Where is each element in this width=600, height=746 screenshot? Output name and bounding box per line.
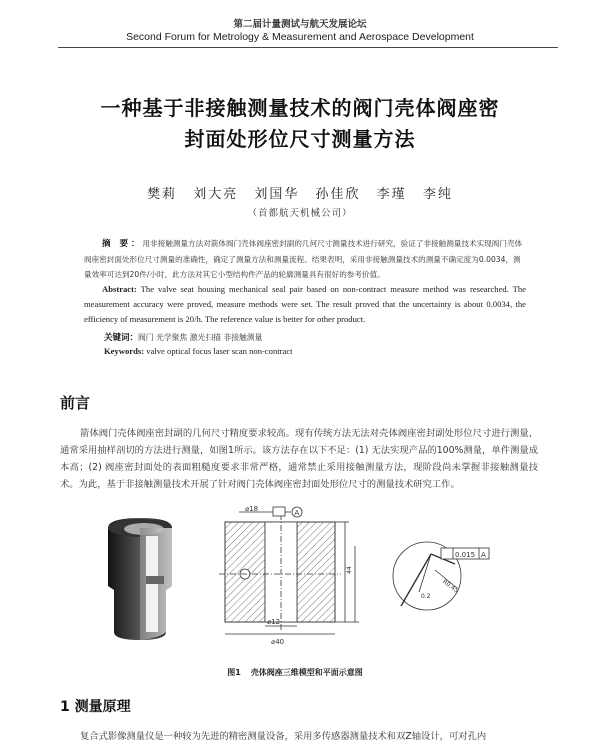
drawing-frame [219,512,359,634]
figure-caption-text: 壳体阀座三维模型和平面示意图 [250,668,363,677]
section-heading-intro: 前言 [60,394,91,412]
section-heading-1: 1 测量原理 [60,699,131,715]
keywords-cn [104,331,262,343]
figure-section-drawing [205,506,505,654]
right-wall-hatch [297,522,335,622]
section1-paragraph: 复合式影像测量仪是一种较为先进的精密测量设备，采用多传感器测量技术和双Z轴设计，可对孔内 [80,731,487,742]
dim-r-label: R0.45 [441,578,460,595]
authors: 樊莉 刘大亮 刘国华 孙佳欣 李瑾 李纯 [147,187,453,202]
figure-caption-number: 图1 [227,668,241,677]
model-seat-step [146,576,164,584]
abstract-en-label: Abstract: [102,284,137,294]
affiliation: （首都航天机械公司） [247,208,353,219]
keywords-en [104,346,293,356]
abstract-en [84,282,526,327]
abstract-cn-label: 摘 要： [102,239,143,249]
keywords-en-label: Keywords: [104,346,145,356]
dim-small-label: 0.2 [421,593,431,600]
dim-tol-datum: A [481,551,486,559]
abstract-cn-text: 用非接触测量方法对箭体阀门壳体阀座密封副的几何尺寸测量技术进行研究，验证了非接触测量技术实现阀门壳体阀座密封面处形位尺寸测量的准确性，确定了测量方法和测量流程。结果表明，采用非接触测量技术的测量不确定度为0.0034，测量效率可达到20件/小时，此方法对其它小型结构件产品的轮廓测量具有很好的参考价值。 [84,239,523,279]
figure-3d-model [100,514,190,644]
dim-height-label: 44 [346,566,353,574]
dim-top-label: ⌀18 [245,506,259,513]
datum-label: A [294,509,300,517]
intro-paragraph: 箭体阀门壳体阀座密封副的几何尺寸精度要求较高。现有传统方法无法对壳体阀座密封副处形位尺寸进行测量，通常采用抽样剖切的方法进行测量，如图1所示。该方法存在以下不足：(1) 无法实现产品的100%测量，单件测量成本高；(2) 阀座密封面处的表面粗糙度要求非常严格，通常禁止采用接触测量方法，现阶段尚未掌握非接触测量技术。为此，基于非接触测量技术开展了针对阀门壳体阀座密封面处形位尺寸的测量技术研究工作。 [60,428,539,490]
dim-bot-label: ⌀40 [271,638,285,646]
conference-title-cn: 第二届计量测试与航天发展论坛 [233,19,367,30]
conference-title-en: Second Forum for Metrology & Measurement and Aerospace Development [126,31,474,43]
dim-mid-label: ⌀12 [267,618,281,626]
keywords-cn-text: 阀门 光学聚焦 激光扫描 非接触测量 [138,333,263,342]
paper-title-line1: 一种基于非接触测量技术的阀门壳体阀座密 [100,96,500,120]
keywords-en-text: valve optical focus laser scan non-contract [146,346,293,356]
figure-caption [0,667,600,678]
abstract-en-text: The valve seat housing mechanical seal pair based on non-contract measure method was researched. The measurement accuracy were proved, measure methods were set. The result proved that the uncertainty is about 0.0034, the efficiency of measurement is 20/h. The reference value is better for other product. [84,284,526,324]
keywords-cn-label: 关键词： [104,333,139,343]
header-rule [58,47,558,48]
abstract-cn [84,236,524,282]
paper-title-line2: 封面处形位尺寸测量方法 [184,127,416,151]
dim-tol-label: 0.015 [455,551,476,559]
